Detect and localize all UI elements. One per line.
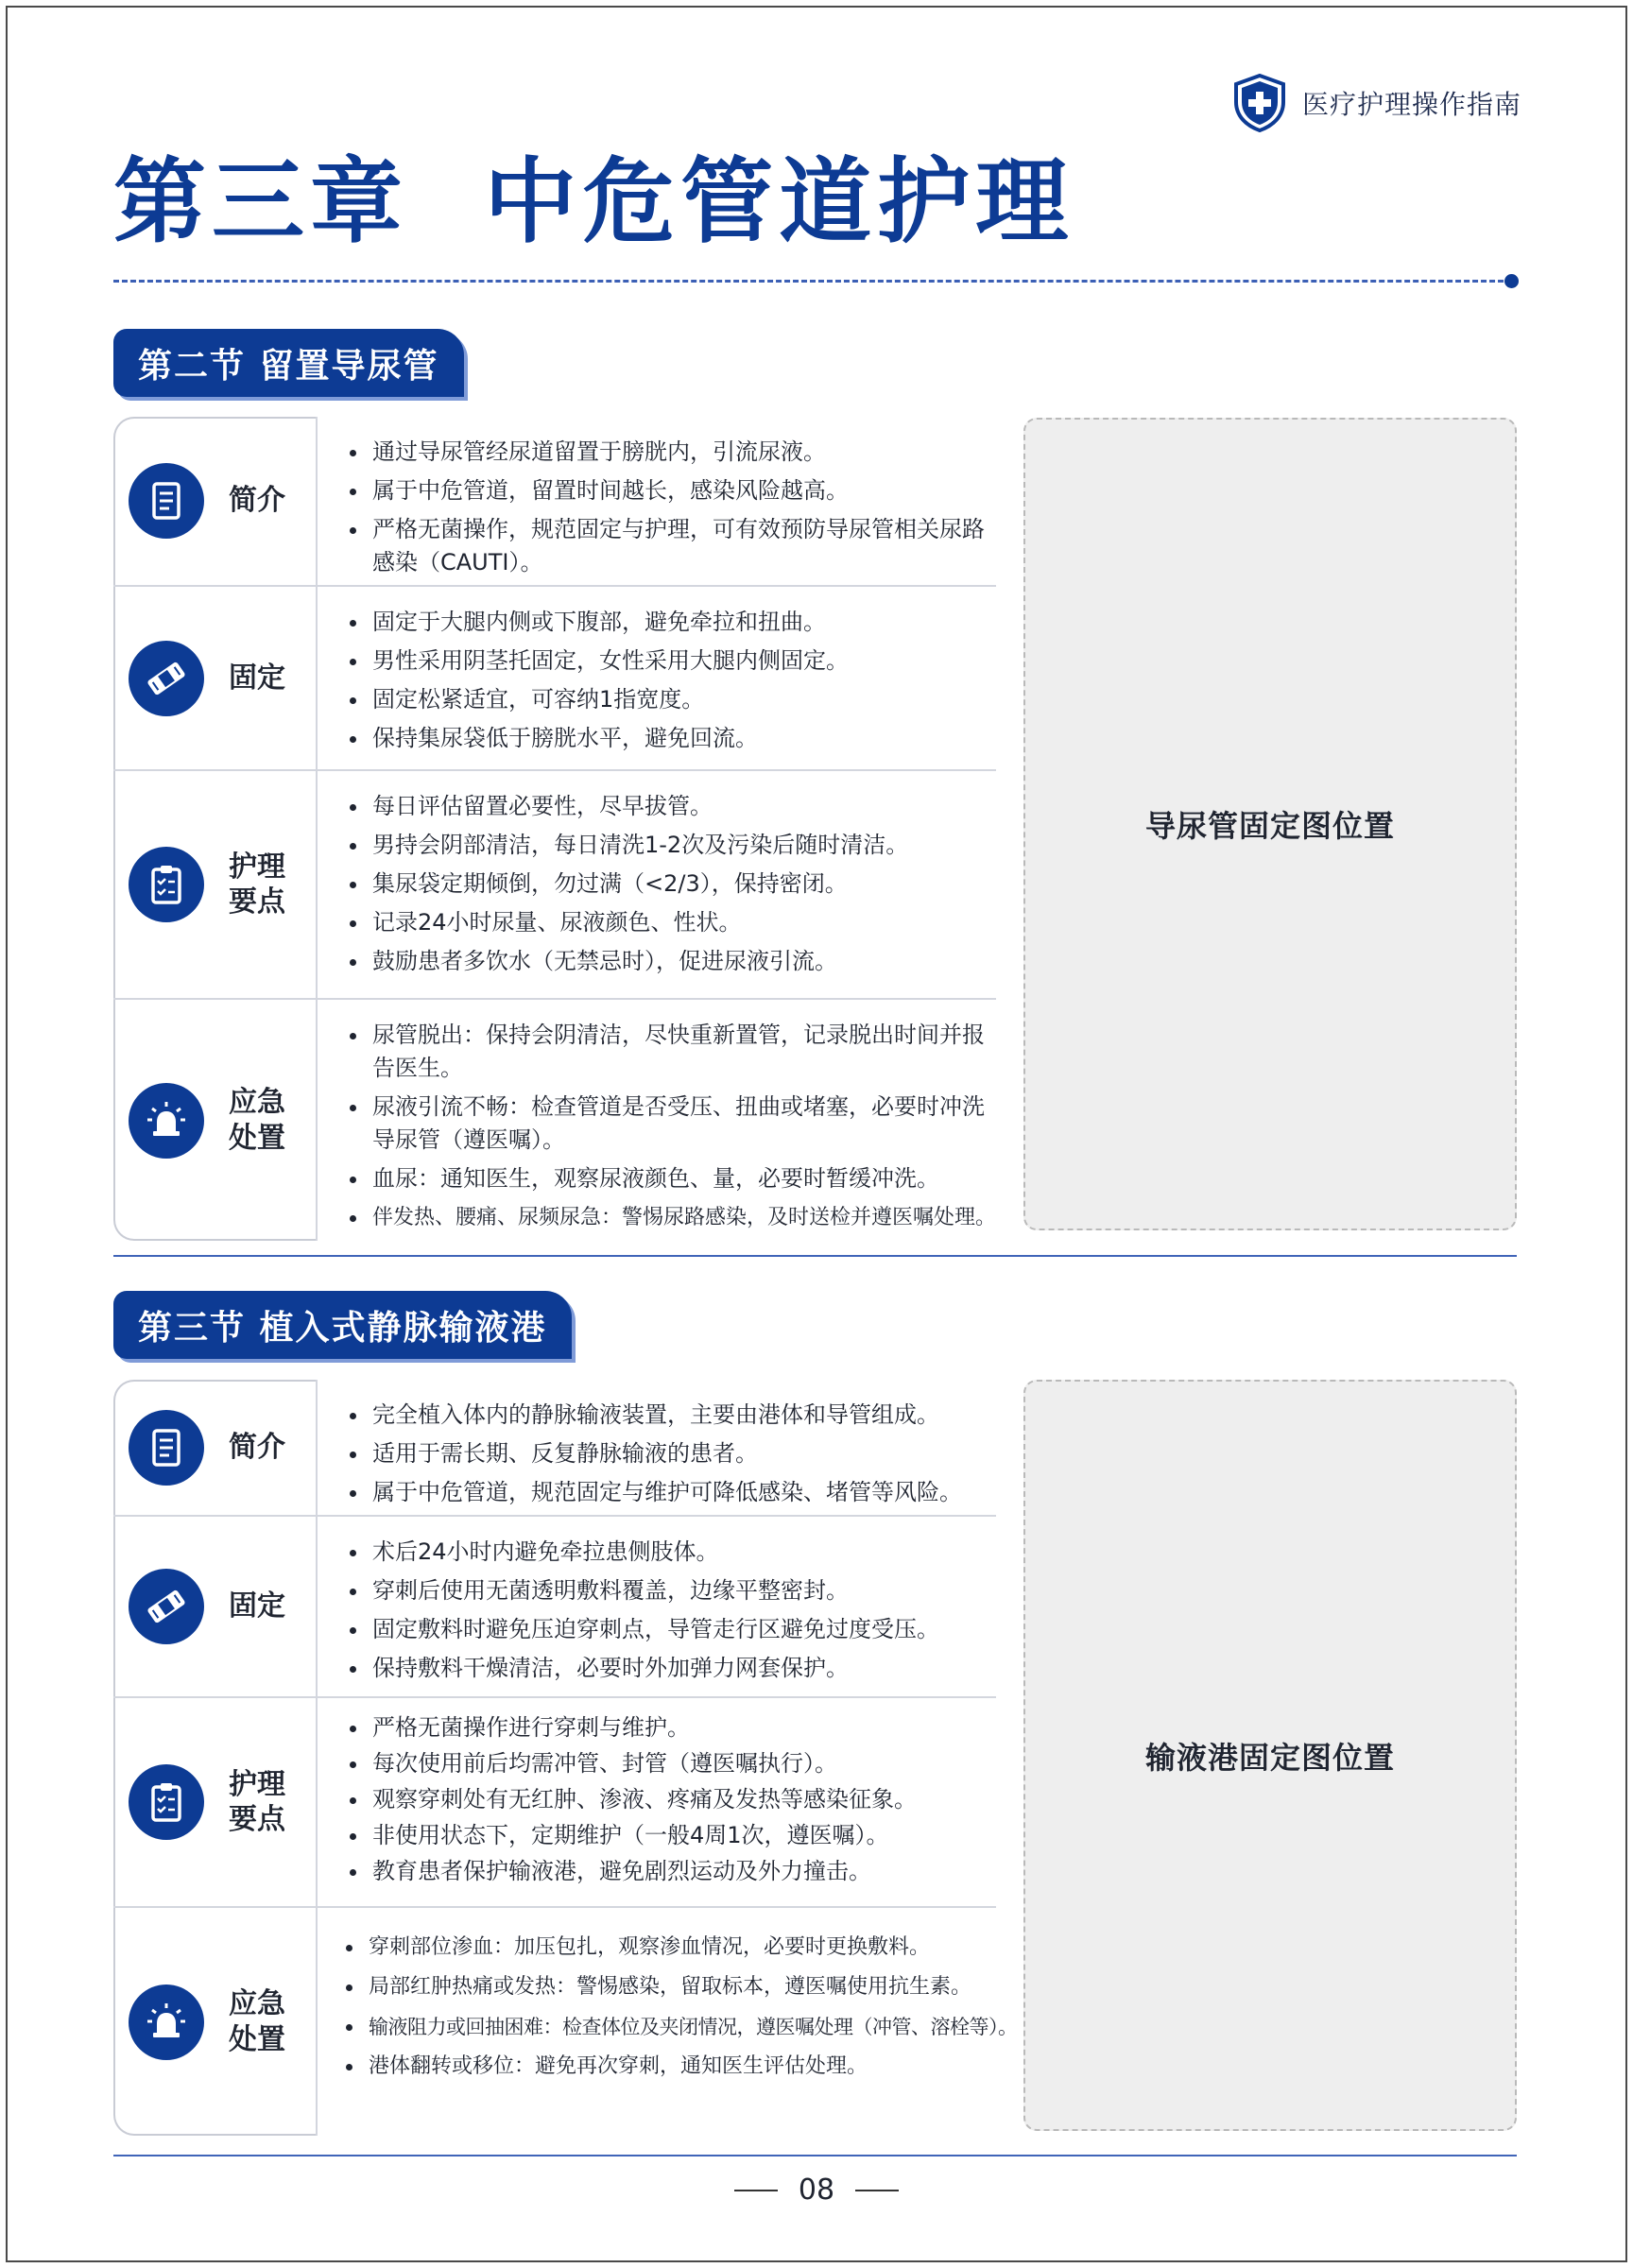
list-item: 男持会阴部清洁，每日清洗1-2次及污染后随时清洁。 [346, 829, 996, 862]
section-infusion-port [113, 1380, 1018, 2136]
section-tag-urinary-catheter: 第二节 留置导尿管 [113, 329, 464, 397]
list-item: 教育患者保护输液港，避免剧烈运动及外力撞击。 [346, 1855, 996, 1888]
tape-icon [129, 641, 204, 716]
title-divider [113, 280, 1512, 283]
section-divider [113, 1255, 1517, 1257]
list-item: 尿液引流不畅：检查管道是否受压、扭曲或堵塞，必要时冲洗导尿管（遵医嘱）。 [346, 1091, 996, 1157]
row-content [318, 1380, 996, 1515]
list-item: 完全植入体内的静脉输液装置，主要由港体和导管组成。 [346, 1399, 996, 1432]
row-label-text: 护理 要点 [229, 1767, 285, 1836]
row-label [113, 1908, 318, 2136]
row-content [318, 1000, 996, 1241]
row-intro [113, 1380, 996, 1517]
row-content [318, 417, 996, 585]
document-icon [129, 1410, 204, 1486]
list-item: 保持集尿袋低于膀胱水平，避免回流。 [346, 722, 996, 755]
row-label [113, 417, 318, 585]
row-emergency [113, 1000, 996, 1241]
list-item: 术后24小时内避免牵拉患侧肢体。 [346, 1536, 996, 1569]
clipboard-icon [129, 1764, 204, 1840]
guide-title: 医疗护理操作指南 [1301, 89, 1521, 120]
list-item: 输液阻力或回抽困难：检查体位及夹闭情况，遵医嘱处理（冲管、溶栓等）。 [342, 2012, 1018, 2042]
row-label [113, 771, 318, 998]
guide-badge [1232, 74, 1521, 132]
section-urinary-catheter [113, 417, 996, 1241]
list-item: 固定敷料时避免压迫穿刺点，导管走行区避免过度受压。 [346, 1613, 996, 1646]
alarm-icon [129, 1083, 204, 1159]
list-item: 局部红肿热痛或发热：警惕感染，留取标本，遵医嘱使用抗生素。 [342, 1972, 1018, 2002]
list-item: 固定松紧适宜，可容纳1指宽度。 [346, 683, 996, 716]
list-item: 每日评估留置必要性，尽早拔管。 [346, 790, 996, 823]
row-label-text: 护理 要点 [229, 850, 285, 919]
row-emergency [113, 1908, 1018, 2136]
row-care-points [113, 771, 996, 1000]
row-fixation [113, 1517, 996, 1698]
row-content [318, 1908, 1018, 2136]
image-placeholder-label: 导尿管固定图位置 [1144, 808, 1395, 844]
list-item: 穿刺后使用无菌透明敷料覆盖，边缘平整密封。 [346, 1574, 996, 1607]
medical-shield-icon [1232, 74, 1287, 132]
list-item: 穿刺部位渗血：加压包扎，观察渗血情况，必要时更换敷料。 [342, 1933, 1018, 1963]
row-label [113, 1517, 318, 1696]
list-item: 适用于需长期、反复静脉输液的患者。 [346, 1437, 996, 1470]
document-icon [129, 463, 204, 539]
list-item: 血尿：通知医生，观察尿液颜色、量，必要时暂缓冲洗。 [346, 1162, 996, 1195]
section-tag-infusion-port: 第三节 植入式静脉输液港 [113, 1291, 572, 1359]
list-item: 尿管脱出：保持会阴清洁，尽快重新置管，记录脱出时间并报告医生。 [346, 1019, 996, 1085]
tape-icon [129, 1569, 204, 1644]
row-content [318, 587, 996, 769]
list-item: 港体翻转或移位：避免再次穿刺，通知医生评估处理。 [342, 2052, 1018, 2082]
row-label-text: 应急 处置 [229, 1086, 285, 1155]
list-item: 集尿袋定期倾倒，勿过满（<2/3），保持密闭。 [346, 868, 996, 901]
row-content [318, 771, 996, 998]
row-intro [113, 417, 996, 587]
row-label [113, 1698, 318, 1906]
chapter-title: 第三章 中危管道护理 [113, 148, 1074, 256]
image-placeholder-port [1023, 1380, 1517, 2131]
list-item: 记录24小时尿量、尿液颜色、性状。 [346, 906, 996, 939]
list-item: 伴发热、腰痛、尿频尿急：警惕尿路感染，及时送检并遵医嘱处理。 [346, 1201, 996, 1234]
list-item: 非使用状态下，定期维护（一般4周1次，遵医嘱）。 [346, 1819, 996, 1852]
row-label-text: 简介 [229, 1430, 285, 1464]
list-item: 严格无菌操作，规范固定与护理，可有效预防导尿管相关尿路感染（CAUTI）。 [346, 513, 996, 579]
list-item: 严格无菌操作进行穿刺与维护。 [346, 1711, 996, 1744]
page-footer [0, 2174, 1633, 2207]
row-label-text: 固定 [229, 1589, 285, 1624]
list-item: 男性采用阴茎托固定，女性采用大腿内侧固定。 [346, 644, 996, 678]
list-item: 每次使用前后均需冲管、封管（遵医嘱执行）。 [346, 1747, 996, 1780]
row-content [318, 1698, 996, 1906]
row-care-points [113, 1698, 996, 1908]
footer-dash-right [855, 2190, 899, 2191]
row-label [113, 1380, 318, 1515]
list-item: 通过导尿管经尿道留置于膀胱内，引流尿液。 [346, 436, 996, 469]
image-placeholder-urinary [1023, 418, 1517, 1230]
clipboard-icon [129, 847, 204, 922]
row-label-text: 简介 [229, 484, 285, 518]
list-item: 观察穿刺处有无红肿、渗液、疼痛及发热等感染征象。 [346, 1783, 996, 1816]
row-content [318, 1517, 996, 1696]
footer-divider [113, 2155, 1517, 2156]
list-item: 属于中危管道，留置时间越长，感染风险越高。 [346, 474, 996, 507]
row-fixation [113, 587, 996, 771]
list-item: 固定于大腿内侧或下腹部，避免牵拉和扭曲。 [346, 606, 996, 639]
image-placeholder-label: 输液港固定图位置 [1144, 1739, 1395, 1776]
page-number: 08 [798, 2174, 835, 2207]
row-label-text: 固定 [229, 661, 285, 695]
row-label-text: 应急 处置 [229, 1987, 285, 2056]
list-item: 保持敷料干燥清洁，必要时外加弹力网套保护。 [346, 1652, 996, 1685]
row-label [113, 1000, 318, 1241]
footer-dash-left [734, 2190, 778, 2191]
title-divider-dot [1504, 274, 1519, 288]
list-item: 鼓励患者多饮水（无禁忌时），促进尿液引流。 [346, 945, 996, 978]
row-label [113, 587, 318, 769]
list-item: 属于中危管道，规范固定与维护可降低感染、堵管等风险。 [346, 1476, 996, 1509]
alarm-icon [129, 1984, 204, 2060]
